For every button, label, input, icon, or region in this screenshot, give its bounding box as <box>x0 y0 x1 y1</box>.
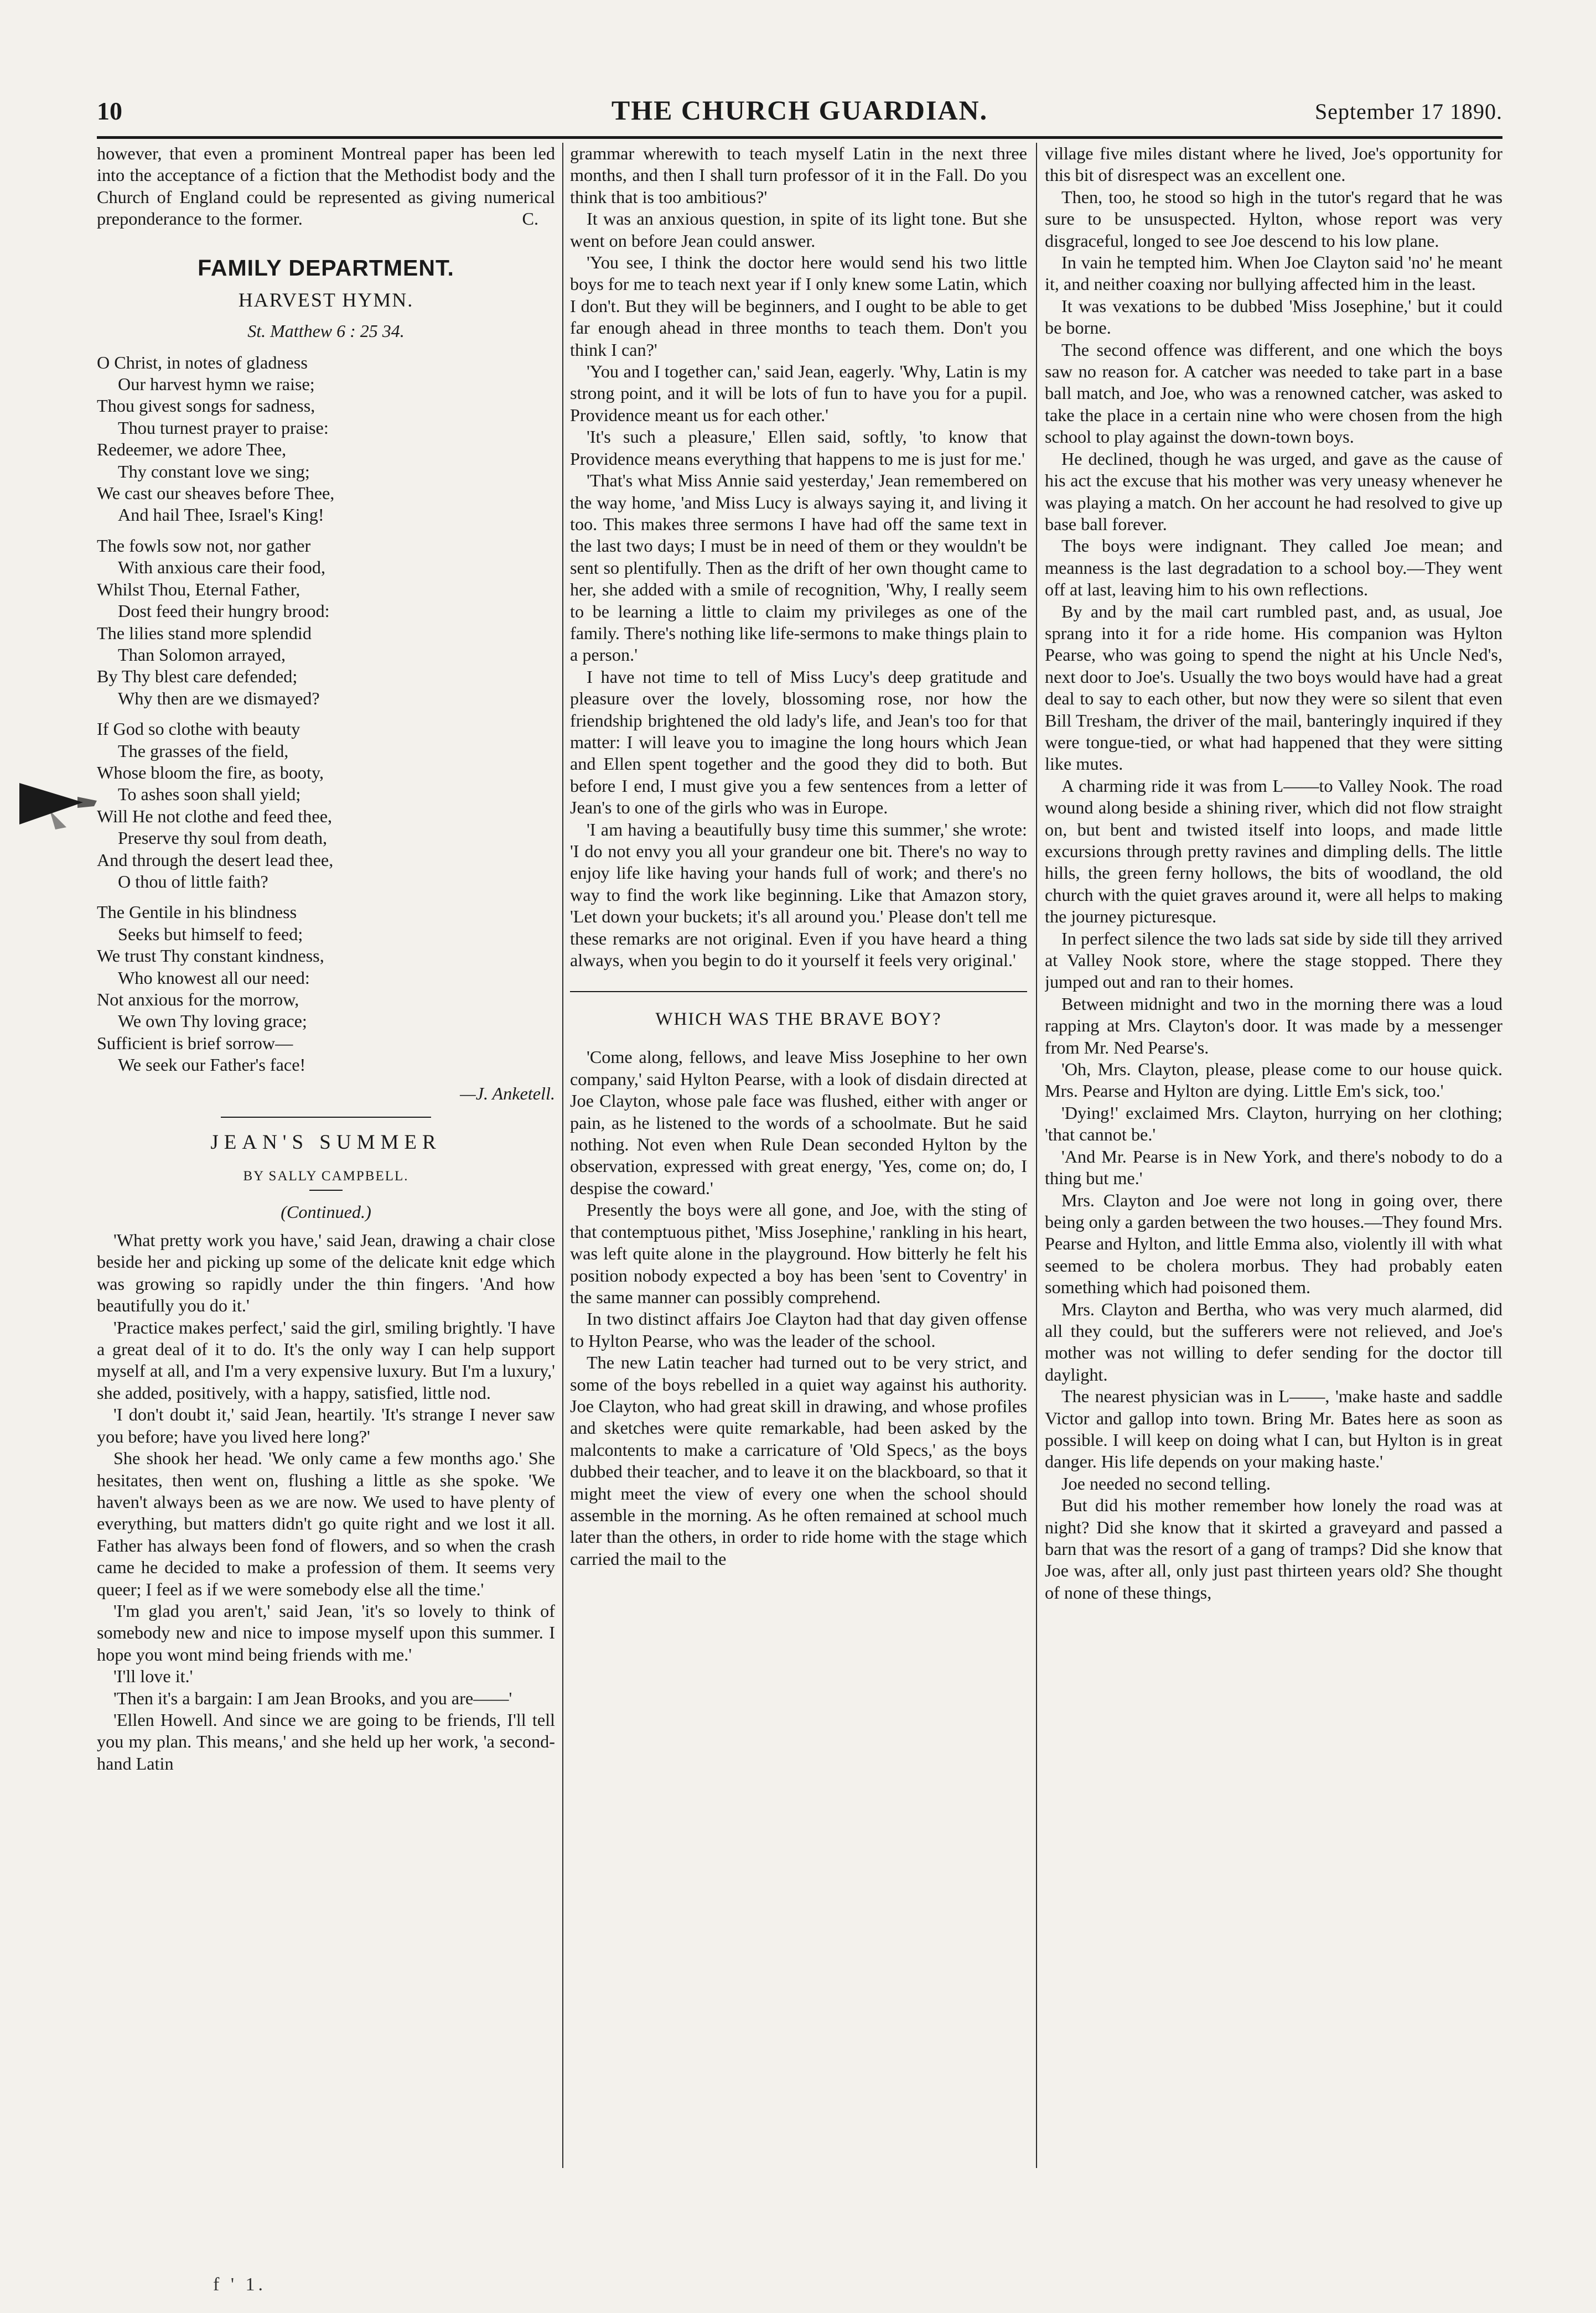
article-paragraph: 'And Mr. Pearse is in New York, and there's nobody to do a thing but me.' <box>1045 1146 1502 1189</box>
pointing-hand-icon <box>17 772 100 833</box>
byline: BY SALLY CAMPBELL. <box>243 1169 409 1184</box>
story-paragraph: 'Practice makes perfect,' said the girl, smiling brightly. 'I have a great deal of it to do. It's the only way I can help support myself at all, and I'm a very expensive luxury. But I'm a luxury,' she added, positively, with a happy, satisfied, little nod. <box>97 1317 555 1403</box>
column-rule <box>562 143 563 2168</box>
story-paragraph: 'You see, I think the doctor here would send his two little boys for me to teach next year if I only knew some Latin, which I don't. But they will be beginners, and I ought to be able to get far enough ahead in three months to teach them. Don't you think I can?' <box>570 252 1027 360</box>
printer-mark: f ' 1. <box>213 2274 266 2295</box>
article-paragraph: The second offence was different, and one which the boys saw no reason for. A catcher was needed to take part in a base ball match, and Joe, who was a renowned catcher, was asked to take the place in a certain nine who were chosen from the high school to play against the down-town boys. <box>1045 339 1502 447</box>
story-paragraph: 'That's what Miss Annie said yesterday,' Jean remembered on the way home, 'and Miss Lucy is always saying it, and living it too. This makes three sermons I have had off the same text in the last two days; I must be in need of them or they wouldn't be sent so plentifully. Then as the drift of her own thought came to her, she added with a smile of recognition, 'Why, I really seem to be learning a little to claim my privileges as one of the family. There's nothing like life-sermons to make things plain to a person.' <box>570 470 1027 665</box>
story-paragraph: 'You and I together can,' said Jean, eagerly. 'Why, Latin is my strong point, and it will be lots of fun to have you for a pupil. Providence meant us for each other.' <box>570 361 1027 425</box>
scripture-reference: St. Matthew 6 : 25 34. <box>247 320 405 341</box>
signature: C. <box>522 209 538 229</box>
divider <box>309 1190 343 1191</box>
article-paragraph: But did his mother remember how lonely the road was at night? Did she know that it skirted a graveyard and passed a barn that was the resort of a gang of tramps? Did she know that Joe was, after all, only just past thirteen years old? She thought of none of these things, <box>1045 1495 1502 1602</box>
column-3 <box>1045 143 1502 2168</box>
story-paragraph: grammar wherewith to teach myself Latin in the next three months, and then I shall turn professor of it in the Fall. Do you think that is too ambitious?' <box>570 143 1027 207</box>
article-paragraph: 'Come along, fellows, and leave Miss Josephine to her own company,' said Hylton Pearse, with a look of disdain directed at Joe Clayton, whose pale face was flushed, either with anger or pain, as he listened to the words of a schoolmate. But he said nothing. Not even when Rule Dean seconded Hylton by the observation, expressed with great energy, 'Yes, come on; do, I despise the coward.' <box>570 1047 1027 1198</box>
article-paragraph: He declined, though he was urged, and gave as the cause of his act the excuse that his mother was very uneasy whenever he was playing a match. On her account he had resolved to give up base ball forever. <box>1045 448 1502 534</box>
poem-stanza: The fowls sow not, nor gather With anxious care their food, Whilst Thou, Eternal Father, Dost feed their hungry brood: The lilies stand more splendid Than Solomon arrayed, By Thy blest care defended; Why then are we dismayed? <box>97 535 330 708</box>
article-paragraph: The nearest physician was in L——, 'make haste and saddle Victor and gallop into town. Bring Mr. Bates here as soon as possible. I will keep on doing what I can, but Hylton is in great danger. His life depends on your making haste.' <box>1045 1386 1502 1472</box>
article-title: WHICH WAS THE BRAVE BOY? <box>655 1009 942 1030</box>
article-paragraph: In two distinct affairs Joe Clayton had that day given offense to Hylton Pearse, who was the leader of the school. <box>570 1309 1027 1351</box>
article-text: however, that even a prominent Montreal paper has been led into the acceptance of a fiction that the Methodist body and the Church of England could be represented as giving numerical preponderance to the former. C. <box>97 143 555 230</box>
continued-label: (Continued.) <box>281 1202 371 1222</box>
masthead-title: THE CHURCH GUARDIAN. <box>611 95 988 126</box>
page-number: 10 <box>97 97 122 125</box>
poem-stanza: The Gentile in his blindness Seeks but himself to feed; We trust Thy constant kindness, Who knowest all our need: Not anxious for the morrow, We own Thy loving grace; Sufficient is brief sorrow— We seek our Father's face! <box>97 902 324 1075</box>
poem-author: —J. Anketell. <box>460 1083 555 1103</box>
poem-stanza: O Christ, in notes of gladness Our harvest hymn we raise; Thou givest songs for sadness, Thou turnest prayer to praise: Redeemer, we adore Thee, Thy constant love we sing; We cast our sheaves before Thee, And hail Thee, Israel's King! <box>97 352 335 525</box>
header-rule <box>97 136 1502 139</box>
article-paragraph: Mrs. Clayton and Bertha, who was very much alarmed, did all they could, but the sufferers were not relieved, and Joe's mother was not willing to defer sending for the doctor till daylight. <box>1045 1299 1502 1384</box>
story-paragraph: It was an anxious question, in spite of its light tone. But she went on before Jean could answer. <box>570 209 1027 251</box>
poem-title: HARVEST HYMN. <box>238 288 414 311</box>
column-1 <box>97 143 555 2168</box>
article-paragraph: Mrs. Clayton and Joe were not long in going over, there being only a garden between the two houses.—They found Mrs. Pearse and Hylton, and little Emma also, violently ill with what seemed to be cholera morbus. They had probably eaten something which had poisoned them. <box>1045 1190 1502 1298</box>
story-paragraph: 'I don't doubt it,' said Jean, heartily. 'It's strange I never saw you before; have you lived here long?' <box>97 1404 555 1446</box>
article-paragraph: It was vexations to be dubbed 'Miss Josephine,' but it could be borne. <box>1045 295 1502 338</box>
section-heading: FAMILY DEPARTMENT. <box>198 255 454 281</box>
issue-date: September 17 1890. <box>1314 99 1502 124</box>
story-paragraph: 'I'm glad you aren't,' said Jean, 'it's so lovely to think of somebody new and nice to impose myself upon this summer. I hope you wont mind being friends with me.' <box>97 1600 555 1664</box>
article-paragraph: 'Oh, Mrs. Clayton, please, please come to our house quick. Mrs. Pearse and Hylton are dying. Little Em's sick, too.' <box>1045 1059 1502 1101</box>
column-rule <box>1036 143 1037 2168</box>
story-title: JEAN'S SUMMER <box>210 1131 442 1154</box>
story-paragraph: 'Then it's a bargain: I am Jean Brooks, and you are——' <box>113 1688 512 1708</box>
article-paragraph: Then, too, he stood so high in the tutor's regard that he was sure to be unsuspected. Hylton, whose report was very disgraceful, longed to see Joe descend to his low plane. <box>1045 186 1502 251</box>
article-paragraph: Joe needed no second telling. <box>1061 1473 1271 1493</box>
article-paragraph: village five miles distant where he lived, Joe's opportunity for this bit of disrespect was an excellent one. <box>1045 143 1502 185</box>
article-paragraph: Between midnight and two in the morning there was a loud rapping at Mrs. Clayton's door. It was made by a messenger from Mr. Ned Pearse's. <box>1045 993 1502 1057</box>
article-paragraph: Presently the boys were all gone, and Joe, with the sting of that contemptuous pithet, 'Miss Josephine,' rankling in his heart, was left quite alone in the playground. How bitterly he felt his position nobody expected a boy has been 'sent to Coventry' in the same manner can possibly comprehend. <box>570 1200 1027 1307</box>
divider <box>221 1117 431 1118</box>
story-paragraph: I have not time to tell of Miss Lucy's deep gratitude and pleasure over the lovely, blossoming rose, nor how the friendship brightened the old lady's life, and Jean's too for that matter: I will leave you to imagine the long hours which Jean and Ellen spent together and the good they did to both. But before I end, I must give you a few sentences from a letter of Jean's to one of the girls who was in Europe. <box>570 666 1027 818</box>
story-paragraph: She shook her head. 'We only came a few months ago.' She hesitates, then went on, flushing a little as she spoke. 'We haven't always been as we are now. We used to have plenty of everything, but matters didn't go quite right and we lost it all. Father has always been fond of flowers, and so when the crash came he decided to make a profession of them. It seems very queer; I feel as if we were somebody else all the time.' <box>97 1448 555 1599</box>
story-paragraph: 'What pretty work you have,' said Jean, drawing a chair close beside her and picking up some of the delicate knit edge which was growing so rapidly under the thin fingers. 'And how beautifully you do it.' <box>97 1230 555 1316</box>
running-head <box>97 93 1502 132</box>
poem-stanza: If God so clothe with beauty The grasses of the field, Whose bloom the fire, as booty, To ashes soon shall yield; Will He not clothe and feed thee, Preserve thy soul from death, And through the desert lead thee, O thou of little faith? <box>97 719 334 891</box>
story-paragraph: 'I'll love it.' <box>113 1666 193 1687</box>
article-paragraph: In perfect silence the two lads sat side by side till they arrived at Valley Nook store, where the stage stopped. There they jumped out and ran to their homes. <box>1045 928 1502 992</box>
article-paragraph: In vain he tempted him. When Joe Clayton said 'no' he meant it, and neither coaxing nor bullying affected him in the least. <box>1045 252 1502 294</box>
story-paragraph: 'It's such a pleasure,' Ellen said, softly, 'to know that Providence means everything that happens to me is just for me.' <box>570 427 1027 469</box>
article-paragraph: 'Dying!' exclaimed Mrs. Clayton, hurrying on her clothing; 'that cannot be.' <box>1045 1102 1502 1145</box>
article-paragraph: The new Latin teacher had turned out to be very strict, and some of the boys rebelled in a quiet way against his authority. Joe Clayton, who had great skill in drawing, and whose profiles and sketches were quite remarkable, had been asked by the malcontents to make a carricature of 'Old Specs,' as the boys dubbed their teacher, and to leave it on the blackboard, so that it might meet the view of every one when the school should assemble in the morning. As he often remained at school much later than the others, in order to ride home with the stage which carried the mail to the <box>570 1352 1027 1569</box>
story-paragraph: 'Ellen Howell. And since we are going to be friends, I'll tell you my plan. This means,' and she held up her work, 'a second-hand Latin <box>97 1709 555 1773</box>
divider <box>570 991 1027 992</box>
article-paragraph: A charming ride it was from L——to Valley Nook. The road wound along beside a shining river, which did not flow straight on, but bent and twisted itself into loops, and made little excursions through pretty ravines and dimpling dells. The little hills, the green ferny hollows, the bits of woodland, the old church with the quiet graves around it, were all helps to making the journey picturesque. <box>1045 775 1502 927</box>
article-paragraph: By and by the mail cart rumbled past, and, as usual, Joe sprang into it for a ride home. His companion was Hylton Pearse, who was going to spend the night at his Uncle Ned's, next door to Joe's. Usually the two boys would have had a great deal to say to each other, but now they were so silent that even Bill Tresham, the driver of the mail, banteringly inquired if they were tongue-tied, or what had happened that they were sitting like mutes. <box>1045 601 1502 774</box>
article-paragraph: The boys were indignant. They called Joe mean; and meanness is the last degradation to a school boy.—They went off at last, leaving him to his own reflections. <box>1045 536 1502 600</box>
column-2 <box>570 143 1027 2168</box>
story-paragraph: 'I am having a beautifully busy time this summer,' she wrote: 'I do not envy you all your grandeur one bit. There's no way to enjoy life like having your hands full of work; and there's no way to find the work like beginning. Like that Amazon story, 'Let down your buckets; it's all around you.' Please don't tell me these remarks are not original. Even if you have heard a thing always, when you begin to do it yourself it feels very original.' <box>570 819 1027 971</box>
